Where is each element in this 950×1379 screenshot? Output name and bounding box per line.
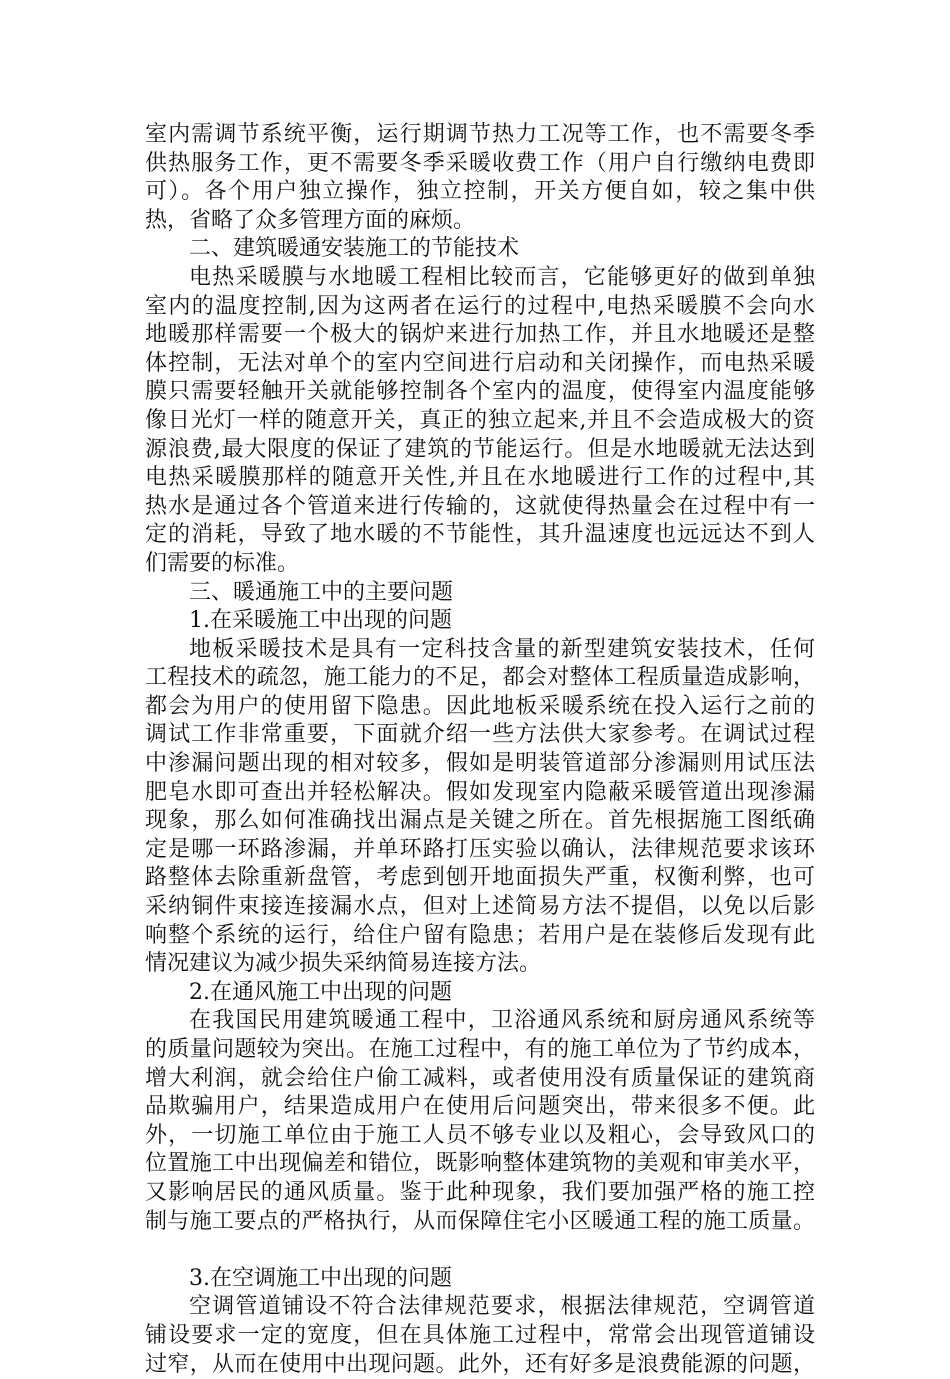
heading-text: 1.在采暖施工中出现的问题 xyxy=(189,608,452,634)
section-heading-energy-saving xyxy=(145,235,815,264)
text-line: 调试工作非常重要，下面就介绍一些方法供大家参考。在调试过程 xyxy=(145,722,815,748)
text-line: 过窄，从而在使用中出现问题。此外，还有好多是浪费能源的问题， xyxy=(145,1351,815,1377)
paragraph-air-conditioning xyxy=(145,1293,815,1379)
text-line: 定是哪一环路渗漏，并单环路打压实验以确认，法律规范要求该环 xyxy=(145,836,815,862)
text-line: 中渗漏问题出现的相对较多，假如是明装管道部分渗漏则用试压法 xyxy=(145,751,815,777)
text-line: 铺设要求一定的宽度，但在具体施工过程中，常常会出现管道铺设 xyxy=(145,1322,815,1348)
text-line: 热水是通过各个管道来进行传输的，这就使得热量会在过程中有一 xyxy=(145,493,815,519)
text-line: 采纳铜件束接连接漏水点，但对上述简易方法不提倡，以免以后影 xyxy=(145,894,815,920)
text-line: 位置施工中出现偏差和错位，既影响整体建筑物的美观和审美水平， xyxy=(145,1151,815,1177)
subheading-ventilation-problems xyxy=(145,979,815,1008)
subheading-heating-problems xyxy=(145,607,815,636)
text-line: 空调管道铺设不符合法律规范要求，根据法律规范，空调管道 xyxy=(189,1294,815,1320)
text-line: 情况建议为减少损失采纳简易连接方法。 xyxy=(145,951,542,977)
text-line: 像日光灯一样的随意开关，真正的独立起来,并且不会造成极大的资 xyxy=(145,407,815,433)
text-line: 都会为用户的使用留下隐患。因此地板采暖系统在投入运行之前的 xyxy=(145,693,815,719)
blank-line xyxy=(145,1236,815,1265)
text-line: 热，省略了众多管理方面的麻烦。 xyxy=(145,207,476,233)
text-line: 室内需调节系统平衡，运行期调节热力工况等工作，也不需要冬季 xyxy=(145,122,815,147)
text-line: 响整个系统的运行，给住户留有隐患；若用户是在装修后发现有此 xyxy=(145,922,815,948)
text-line: 体控制，无法对单个的室内空间进行启动和关闭操作，而电热采暖 xyxy=(145,350,815,376)
paragraph-ventilation xyxy=(145,1007,815,1236)
text-line: 定的消耗，导致了地水暖的不节能性，其升温速度也远远达不到人 xyxy=(145,522,815,548)
paragraph-electric-heating-film xyxy=(145,264,815,579)
text-line: 外，一切施工单位由于施工人员不够专业以及粗心，会导致风口的 xyxy=(145,1122,815,1148)
text-line: 工程技术的疏忽，施工能力的不足，都会对整体工程质量造成影响， xyxy=(145,665,815,691)
text-line: 源浪费,最大限度的保证了建筑的节能运行。但是水地暖就无法达到 xyxy=(145,436,815,462)
text-line: 可）。各个用户独立操作，独立控制，开关方便自如，较之集中供 xyxy=(145,179,815,205)
text-line: 膜只需要轻触开关就能够控制各个室内的温度，使得室内温度能够 xyxy=(145,379,815,405)
text-line: 路整体去除重新盘管，考虑到刨开地面损失严重，权衡利弊，也可 xyxy=(145,865,815,891)
text-line: 现象，那么如何准确找出漏点是关键之所在。首先根据施工图纸确 xyxy=(145,808,815,834)
text-line: 又影响居民的通风质量。鉴于此种现象，我们要加强严格的施工控 xyxy=(145,1179,815,1205)
paragraph-floor-heating xyxy=(145,636,815,979)
text-line: 电热采暖膜与水地暖工程相比较而言，它能够更好的做到单独 xyxy=(189,264,815,290)
text-line: 地暖那样需要一个极大的锅炉来进行加热工作，并且水地暖还是整 xyxy=(145,322,815,348)
text-line: 电热采暖膜那样的随意开关性,并且在水地暖进行工作的过程中,其 xyxy=(145,465,815,491)
heading-text: 2.在通风施工中出现的问题 xyxy=(189,979,452,1005)
text-line: 制与施工要点的严格执行，从而保障住宅小区暖通工程的施工质量。 xyxy=(145,1208,815,1234)
text-line: 们需要的标准。 xyxy=(145,550,300,576)
text-line: 增大利润，就会给住户偷工减料，或者使用没有质量保证的建筑商 xyxy=(145,1065,815,1091)
text-line: 品欺骗用户，结果造成用户在使用后问题突出，带来很多不便。此 xyxy=(145,1094,815,1120)
text-line: 的质量问题较为突出。在施工过程中，有的施工单位为了节约成本， xyxy=(145,1037,815,1062)
text-line: 室内的温度控制,因为这两者在运行的过程中,电热采暖膜不会向水 xyxy=(145,293,815,319)
text-line: 肥皂水即可查出并轻松解决。假如发现室内隐蔽采暖管道出现渗漏 xyxy=(145,779,815,805)
subheading-air-conditioning-problems xyxy=(145,1265,815,1294)
heading-text: 3.在空调施工中出现的问题 xyxy=(189,1265,452,1291)
heading-text: 三、暖通施工中的主要问题 xyxy=(189,579,454,605)
paragraph-intro-continuation xyxy=(145,121,815,235)
document-body xyxy=(145,121,815,1379)
heading-text: 二、建筑暖通安装施工的节能技术 xyxy=(189,236,520,262)
text-line: 地板采暖技术是具有一定科技含量的新型建筑安装技术，任何 xyxy=(189,636,815,662)
text-line: 供热服务工作，更不需要冬季采暖收费工作（用户自行缴纳电费即 xyxy=(145,150,815,176)
section-heading-main-problems xyxy=(145,579,815,608)
text-line: 在我国民用建筑暖通工程中，卫浴通风系统和厨房通风系统等 xyxy=(189,1008,815,1034)
